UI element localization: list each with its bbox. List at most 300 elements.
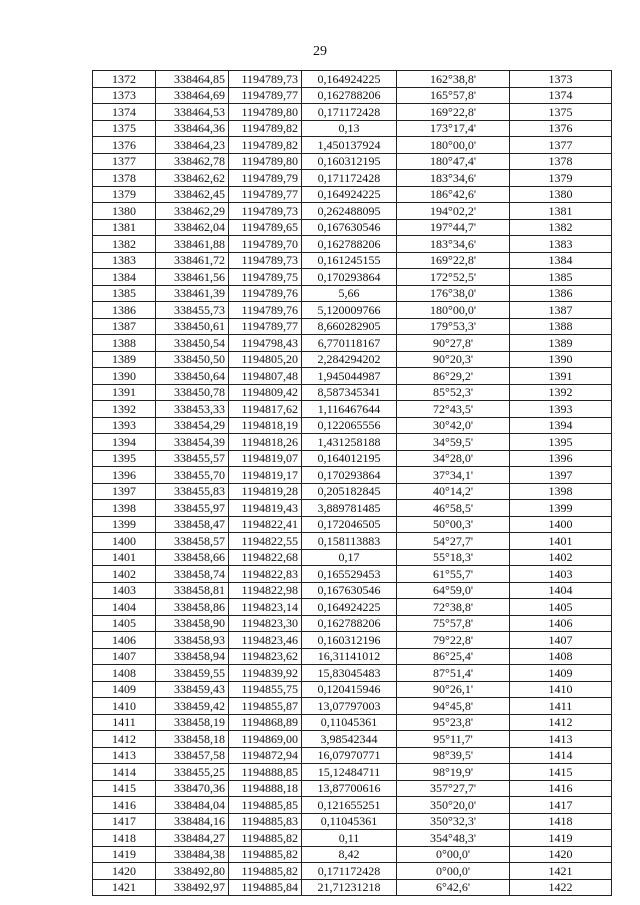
cell-point-number: 1385 [93,285,156,302]
table-row [93,747,612,764]
cell-next-point-number: 1397 [510,467,612,484]
cell-coord-x: 338470,36 [156,780,229,797]
cell-bearing: 95°11,7' [397,731,510,748]
table-row [93,516,612,533]
table-row [93,236,612,253]
cell-bearing: 72°38,8' [397,599,510,616]
cell-distance: 0,160312195 [302,153,397,170]
table-row [93,450,612,467]
cell-coord-x: 338464,53 [156,104,229,121]
cell-next-point-number: 1395 [510,434,612,451]
cell-bearing: 186°42,6' [397,186,510,203]
table-row [93,285,612,302]
cell-distance: 1,945044987 [302,368,397,385]
cell-bearing: 172°52,5' [397,269,510,286]
table-row [93,566,612,583]
cell-coord-x: 338450,78 [156,384,229,401]
table-row [93,780,612,797]
cell-distance: 0,171172428 [302,863,397,880]
cell-coord-x: 338464,69 [156,87,229,104]
cell-coord-x: 338450,54 [156,335,229,352]
table-row [93,186,612,203]
cell-bearing: 86°25,4' [397,648,510,665]
cell-distance: 21,71231218 [302,879,397,896]
cell-point-number: 1416 [93,797,156,814]
cell-distance: 0,11045361 [302,813,397,830]
cell-bearing: 0°00,0' [397,863,510,880]
cell-distance: 1,116467644 [302,401,397,418]
cell-bearing: 357°27,7' [397,780,510,797]
table-row [93,813,612,830]
cell-coord-x: 338458,86 [156,599,229,616]
cell-point-number: 1379 [93,186,156,203]
cell-coord-x: 338459,42 [156,698,229,715]
cell-next-point-number: 1398 [510,483,612,500]
cell-coord-y: 1194789,73 [229,71,302,88]
cell-distance: 0,11 [302,830,397,847]
cell-distance: 8,587345341 [302,384,397,401]
cell-next-point-number: 1377 [510,137,612,154]
cell-bearing: 34°59,5' [397,434,510,451]
cell-bearing: 98°19,9' [397,764,510,781]
cell-coord-x: 338459,43 [156,681,229,698]
cell-point-number: 1394 [93,434,156,451]
cell-next-point-number: 1406 [510,615,612,632]
cell-coord-x: 338484,38 [156,846,229,863]
cell-next-point-number: 1416 [510,780,612,797]
cell-next-point-number: 1414 [510,747,612,764]
cell-coord-x: 338462,29 [156,203,229,220]
cell-distance: 0,164924225 [302,71,397,88]
cell-next-point-number: 1402 [510,549,612,566]
cell-next-point-number: 1404 [510,582,612,599]
cell-distance: 0,167630546 [302,219,397,236]
cell-coord-x: 338464,85 [156,71,229,88]
cell-coord-y: 1194885,82 [229,863,302,880]
cell-next-point-number: 1394 [510,417,612,434]
cell-coord-y: 1194817,62 [229,401,302,418]
cell-point-number: 1390 [93,368,156,385]
cell-next-point-number: 1390 [510,351,612,368]
cell-bearing: 75°57,8' [397,615,510,632]
cell-distance: 0,17 [302,549,397,566]
cell-coord-y: 1194885,83 [229,813,302,830]
cell-point-number: 1415 [93,780,156,797]
cell-distance: 3,889781485 [302,500,397,517]
cell-next-point-number: 1392 [510,384,612,401]
cell-point-number: 1392 [93,401,156,418]
cell-coord-y: 1194789,82 [229,120,302,137]
table-row [93,879,612,896]
cell-bearing: 95°23,8' [397,714,510,731]
cell-point-number: 1417 [93,813,156,830]
page-number: 29 [313,44,327,59]
cell-next-point-number: 1375 [510,104,612,121]
cell-distance: 8,660282905 [302,318,397,335]
table-row [93,863,612,880]
cell-point-number: 1377 [93,153,156,170]
cell-coord-x: 338461,56 [156,269,229,286]
cell-distance: 8,42 [302,846,397,863]
cell-coord-y: 1194789,70 [229,236,302,253]
cell-coord-y: 1194789,75 [229,269,302,286]
table-row [93,483,612,500]
cell-point-number: 1419 [93,846,156,863]
cell-point-number: 1378 [93,170,156,187]
cell-point-number: 1411 [93,714,156,731]
cell-point-number: 1398 [93,500,156,517]
cell-coord-y: 1194789,77 [229,186,302,203]
cell-coord-y: 1194823,62 [229,648,302,665]
cell-point-number: 1386 [93,302,156,319]
cell-coord-x: 338462,62 [156,170,229,187]
table-row [93,87,612,104]
cell-distance: 0,162788206 [302,236,397,253]
cell-point-number: 1388 [93,335,156,352]
cell-point-number: 1391 [93,384,156,401]
cell-next-point-number: 1391 [510,368,612,385]
cell-next-point-number: 1386 [510,285,612,302]
cell-point-number: 1373 [93,87,156,104]
cell-coord-y: 1194805,20 [229,351,302,368]
cell-next-point-number: 1420 [510,846,612,863]
cell-next-point-number: 1403 [510,566,612,583]
table-row [93,698,612,715]
table-row [93,153,612,170]
cell-coord-y: 1194789,76 [229,302,302,319]
cell-coord-x: 338455,25 [156,764,229,781]
cell-coord-y: 1194885,84 [229,879,302,896]
cell-bearing: 173°17,4' [397,120,510,137]
cell-point-number: 1395 [93,450,156,467]
table-row [93,351,612,368]
cell-point-number: 1421 [93,879,156,896]
cell-coord-y: 1194822,41 [229,516,302,533]
cell-coord-y: 1194818,26 [229,434,302,451]
cell-coord-y: 1194885,85 [229,797,302,814]
cell-bearing: 165°57,8' [397,87,510,104]
table-row [93,318,612,335]
cell-coord-y: 1194818,19 [229,417,302,434]
cell-distance: 0,120415946 [302,681,397,698]
cell-coord-y: 1194855,75 [229,681,302,698]
cell-coord-x: 338458,81 [156,582,229,599]
table-row [93,120,612,137]
cell-coord-y: 1194822,83 [229,566,302,583]
cell-coord-y: 1194855,87 [229,698,302,715]
table-row [93,533,612,550]
cell-distance: 0,205182845 [302,483,397,500]
cell-distance: 5,120009766 [302,302,397,319]
cell-next-point-number: 1378 [510,153,612,170]
cell-coord-x: 338453,33 [156,401,229,418]
cell-bearing: 180°47,4' [397,153,510,170]
cell-coord-y: 1194823,30 [229,615,302,632]
table-row [93,582,612,599]
cell-point-number: 1418 [93,830,156,847]
cell-bearing: 40°14,2' [397,483,510,500]
cell-coord-x: 338459,55 [156,665,229,682]
cell-coord-y: 1194807,48 [229,368,302,385]
cell-bearing: 350°20,0' [397,797,510,814]
cell-bearing: 86°29,2' [397,368,510,385]
table-row [93,731,612,748]
cell-bearing: 169°22,8' [397,252,510,269]
cell-coord-y: 1194872,94 [229,747,302,764]
table-row [93,467,612,484]
cell-distance: 0,11045361 [302,714,397,731]
cell-distance: 1,431258188 [302,434,397,451]
cell-point-number: 1410 [93,698,156,715]
cell-coord-x: 338484,27 [156,830,229,847]
cell-bearing: 169°22,8' [397,104,510,121]
cell-coord-y: 1194789,77 [229,87,302,104]
cell-next-point-number: 1373 [510,71,612,88]
cell-coord-y: 1194823,46 [229,632,302,649]
cell-bearing: 30°42,0' [397,417,510,434]
cell-coord-x: 338464,23 [156,137,229,154]
cell-coord-x: 338461,88 [156,236,229,253]
cell-point-number: 1412 [93,731,156,748]
cell-distance: 0,164012195 [302,450,397,467]
cell-next-point-number: 1385 [510,269,612,286]
cell-coord-y: 1194839,92 [229,665,302,682]
cell-next-point-number: 1393 [510,401,612,418]
cell-coord-x: 338458,94 [156,648,229,665]
table-row [93,434,612,451]
cell-bearing: 79°22,8' [397,632,510,649]
cell-point-number: 1409 [93,681,156,698]
cell-coord-y: 1194789,79 [229,170,302,187]
table-row [93,797,612,814]
cell-bearing: 85°52,3' [397,384,510,401]
cell-bearing: 55°18,3' [397,549,510,566]
cell-point-number: 1399 [93,516,156,533]
cell-coord-x: 338458,47 [156,516,229,533]
cell-point-number: 1393 [93,417,156,434]
table-row [93,335,612,352]
cell-coord-x: 338450,64 [156,368,229,385]
cell-bearing: 350°32,3' [397,813,510,830]
cell-coord-y: 1194789,77 [229,318,302,335]
cell-coord-x: 338458,18 [156,731,229,748]
cell-point-number: 1401 [93,549,156,566]
cell-next-point-number: 1422 [510,879,612,896]
cell-bearing: 6°42,6' [397,879,510,896]
table-row [93,368,612,385]
table-row [93,137,612,154]
cell-coord-y: 1194789,80 [229,104,302,121]
cell-next-point-number: 1399 [510,500,612,517]
cell-coord-y: 1194789,73 [229,203,302,220]
cell-bearing: 179°53,3' [397,318,510,335]
cell-coord-x: 338455,97 [156,500,229,517]
cell-next-point-number: 1388 [510,318,612,335]
cell-bearing: 54°27,7' [397,533,510,550]
cell-distance: 2,284294202 [302,351,397,368]
cell-next-point-number: 1421 [510,863,612,880]
cell-distance: 1,450137924 [302,137,397,154]
cell-bearing: 37°34,1' [397,467,510,484]
cell-distance: 0,13 [302,120,397,137]
cell-next-point-number: 1382 [510,219,612,236]
cell-coord-y: 1194789,82 [229,137,302,154]
cell-coord-x: 338455,70 [156,467,229,484]
cell-point-number: 1404 [93,599,156,616]
cell-bearing: 180°00,0' [397,302,510,319]
cell-distance: 0,162788206 [302,615,397,632]
cell-coord-x: 338461,72 [156,252,229,269]
cell-distance: 0,165529453 [302,566,397,583]
cell-coord-x: 338462,45 [156,186,229,203]
table-row [93,648,612,665]
cell-coord-y: 1194819,43 [229,500,302,517]
cell-bearing: 180°00,0' [397,137,510,154]
cell-coord-x: 338458,90 [156,615,229,632]
cell-coord-y: 1194798,43 [229,335,302,352]
cell-distance: 15,83045483 [302,665,397,682]
cell-next-point-number: 1387 [510,302,612,319]
cell-next-point-number: 1400 [510,516,612,533]
cell-coord-y: 1194888,18 [229,780,302,797]
cell-next-point-number: 1384 [510,252,612,269]
table-row [93,269,612,286]
cell-bearing: 94°45,8' [397,698,510,715]
cell-distance: 0,262488095 [302,203,397,220]
cell-bearing: 90°27,8' [397,335,510,352]
cell-next-point-number: 1412 [510,714,612,731]
cell-next-point-number: 1389 [510,335,612,352]
cell-bearing: 183°34,6' [397,236,510,253]
table-row [93,846,612,863]
cell-next-point-number: 1383 [510,236,612,253]
cell-coord-x: 338458,19 [156,714,229,731]
table-row [93,252,612,269]
cell-distance: 16,31141012 [302,648,397,665]
cell-next-point-number: 1379 [510,170,612,187]
cell-bearing: 50°00,3' [397,516,510,533]
cell-next-point-number: 1417 [510,797,612,814]
cell-point-number: 1407 [93,648,156,665]
cell-point-number: 1380 [93,203,156,220]
cell-coord-y: 1194885,82 [229,830,302,847]
cell-distance: 16,07970771 [302,747,397,764]
cell-bearing: 176°38,0' [397,285,510,302]
table-row [93,401,612,418]
cell-coord-y: 1194885,82 [229,846,302,863]
cell-distance: 0,162788206 [302,87,397,104]
cell-coord-x: 338492,80 [156,863,229,880]
table-row [93,500,612,517]
table-body [93,71,612,896]
cell-next-point-number: 1415 [510,764,612,781]
cell-coord-y: 1194888,85 [229,764,302,781]
cell-bearing: 64°59,0' [397,582,510,599]
coordinates-table [92,70,612,896]
cell-point-number: 1408 [93,665,156,682]
cell-distance: 0,160312196 [302,632,397,649]
cell-point-number: 1414 [93,764,156,781]
cell-bearing: 194°02,2' [397,203,510,220]
cell-point-number: 1374 [93,104,156,121]
cell-coord-y: 1194823,14 [229,599,302,616]
cell-next-point-number: 1376 [510,120,612,137]
table-row [93,615,612,632]
cell-coord-x: 338454,39 [156,434,229,451]
cell-next-point-number: 1419 [510,830,612,847]
table-row [93,681,612,698]
table-row [93,665,612,682]
cell-coord-y: 1194819,28 [229,483,302,500]
cell-distance: 0,164924225 [302,186,397,203]
table-row [93,599,612,616]
cell-point-number: 1397 [93,483,156,500]
cell-point-number: 1413 [93,747,156,764]
cell-coord-y: 1194809,42 [229,384,302,401]
cell-coord-x: 338455,83 [156,483,229,500]
cell-coord-x: 338462,04 [156,219,229,236]
cell-point-number: 1405 [93,615,156,632]
cell-bearing: 354°48,3' [397,830,510,847]
cell-coord-y: 1194819,17 [229,467,302,484]
cell-next-point-number: 1411 [510,698,612,715]
cell-next-point-number: 1408 [510,648,612,665]
cell-coord-x: 338484,04 [156,797,229,814]
cell-distance: 0,122065556 [302,417,397,434]
cell-coord-x: 338484,16 [156,813,229,830]
cell-bearing: 87°51,4' [397,665,510,682]
cell-coord-y: 1194789,73 [229,252,302,269]
cell-point-number: 1406 [93,632,156,649]
cell-point-number: 1396 [93,467,156,484]
cell-point-number: 1382 [93,236,156,253]
cell-next-point-number: 1413 [510,731,612,748]
cell-point-number: 1375 [93,120,156,137]
table-row [93,384,612,401]
cell-distance: 0,161245155 [302,252,397,269]
table-row [93,417,612,434]
cell-next-point-number: 1374 [510,87,612,104]
cell-distance: 6,770118167 [302,335,397,352]
cell-coord-x: 338458,93 [156,632,229,649]
cell-distance: 0,121655251 [302,797,397,814]
cell-point-number: 1384 [93,269,156,286]
table-row [93,302,612,319]
table-row [93,549,612,566]
cell-coord-x: 338461,39 [156,285,229,302]
cell-coord-y: 1194822,98 [229,582,302,599]
cell-bearing: 197°44,7' [397,219,510,236]
cell-next-point-number: 1410 [510,681,612,698]
cell-distance: 0,172046505 [302,516,397,533]
cell-coord-y: 1194789,65 [229,219,302,236]
cell-distance: 0,170293864 [302,467,397,484]
cell-bearing: 90°26,1' [397,681,510,698]
cell-next-point-number: 1380 [510,186,612,203]
table-row [93,170,612,187]
cell-coord-x: 338454,29 [156,417,229,434]
cell-point-number: 1381 [93,219,156,236]
cell-distance: 0,158113883 [302,533,397,550]
cell-distance: 3,98542344 [302,731,397,748]
cell-point-number: 1383 [93,252,156,269]
table-row [93,830,612,847]
cell-distance: 5,66 [302,285,397,302]
cell-point-number: 1389 [93,351,156,368]
cell-coord-y: 1194789,80 [229,153,302,170]
cell-coord-x: 338464,36 [156,120,229,137]
cell-point-number: 1376 [93,137,156,154]
